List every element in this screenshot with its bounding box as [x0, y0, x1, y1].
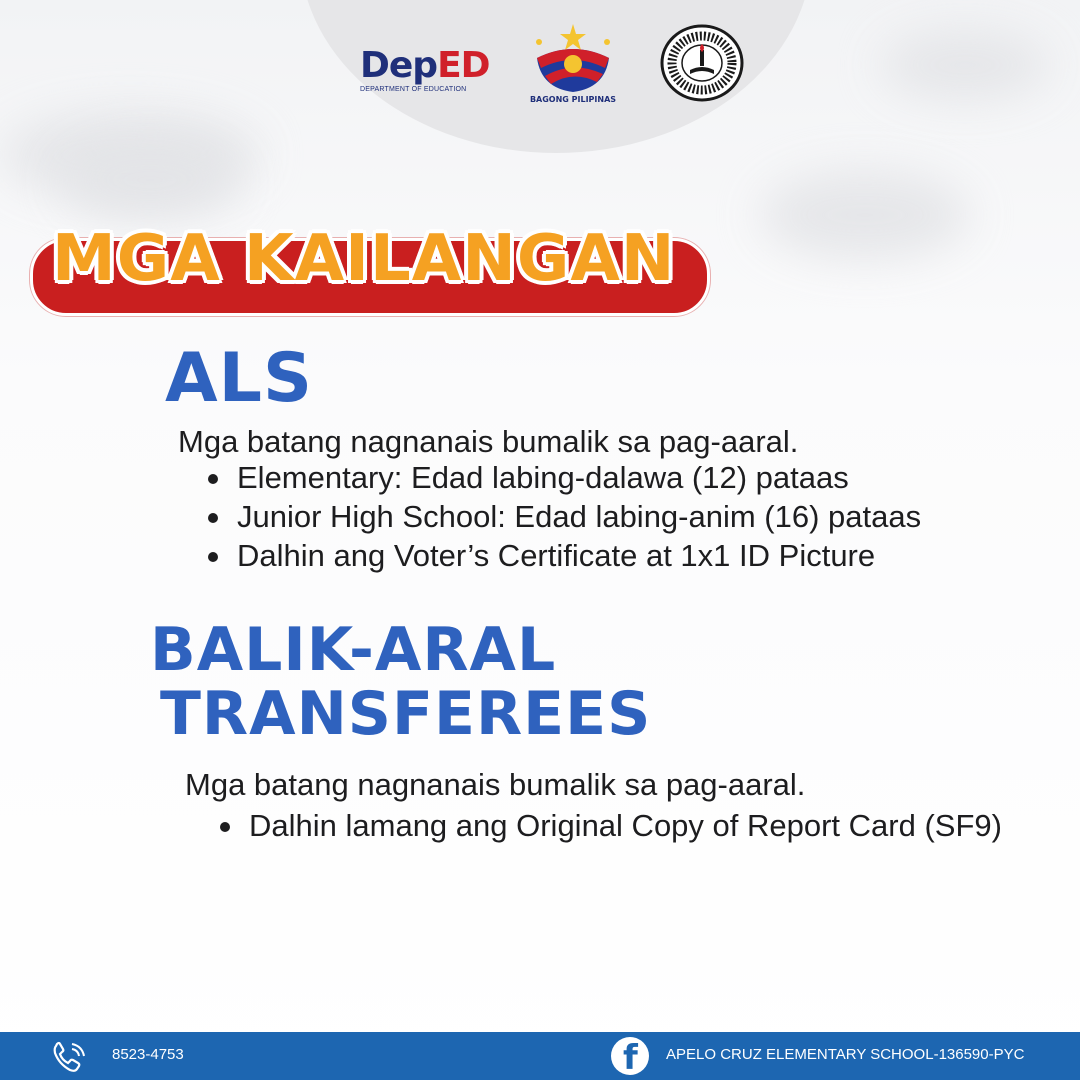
- phone-icon: [50, 1040, 90, 1074]
- list-item: Dalhin ang Voter’s Certificate at 1x1 ID Picture: [206, 536, 921, 575]
- transferees-heading: TRANSFEREES: [160, 679, 652, 749]
- list-item: Elementary: Edad labing-dalawa (12) pataas: [206, 458, 921, 497]
- balik-aral-intro: Mga batang nagnanais bumalik sa pag-aaral.: [185, 767, 806, 802]
- page-title: MGA KAILANGAN: [52, 222, 676, 296]
- balik-aral-requirements-list: [218, 806, 1002, 845]
- deped-logo: [360, 45, 490, 98]
- deped-logo-text-a: Dep: [360, 45, 438, 86]
- school-seal-logo: [660, 24, 744, 102]
- cloud-decoration: [60, 140, 240, 220]
- bagong-pilipinas-emblem-icon: [523, 20, 623, 96]
- list-item: Junior High School: Edad labing-anim (16) pataas: [206, 497, 921, 536]
- als-requirements-list: [206, 458, 921, 575]
- deped-logo-subtitle: DEPARTMENT OF EDUCATION: [360, 86, 467, 93]
- facebook-icon: f: [611, 1037, 649, 1075]
- balik-aral-heading: BALIK-ARAL: [150, 615, 557, 685]
- cloud-decoration: [880, 30, 1050, 100]
- list-item: Dalhin lamang ang Original Copy of Report Card (SF9): [218, 806, 989, 845]
- als-heading: ALS: [165, 339, 313, 418]
- facebook-page-name: APELO CRUZ ELEMENTARY SCHOOL-136590-PYC: [666, 1046, 1025, 1063]
- footer-bar: [0, 1032, 1080, 1080]
- bagong-pilipinas-logo: [523, 20, 623, 106]
- deped-logo-text-b: ED: [437, 45, 490, 86]
- bagong-pilipinas-caption: BAGONG PILIPINAS: [529, 95, 617, 104]
- school-seal-icon: [660, 24, 744, 102]
- phone-number: 8523-4753: [112, 1046, 184, 1063]
- als-intro: Mga batang nagnanais bumalik sa pag-aaral.: [178, 424, 799, 459]
- cloud-decoration: [760, 170, 970, 260]
